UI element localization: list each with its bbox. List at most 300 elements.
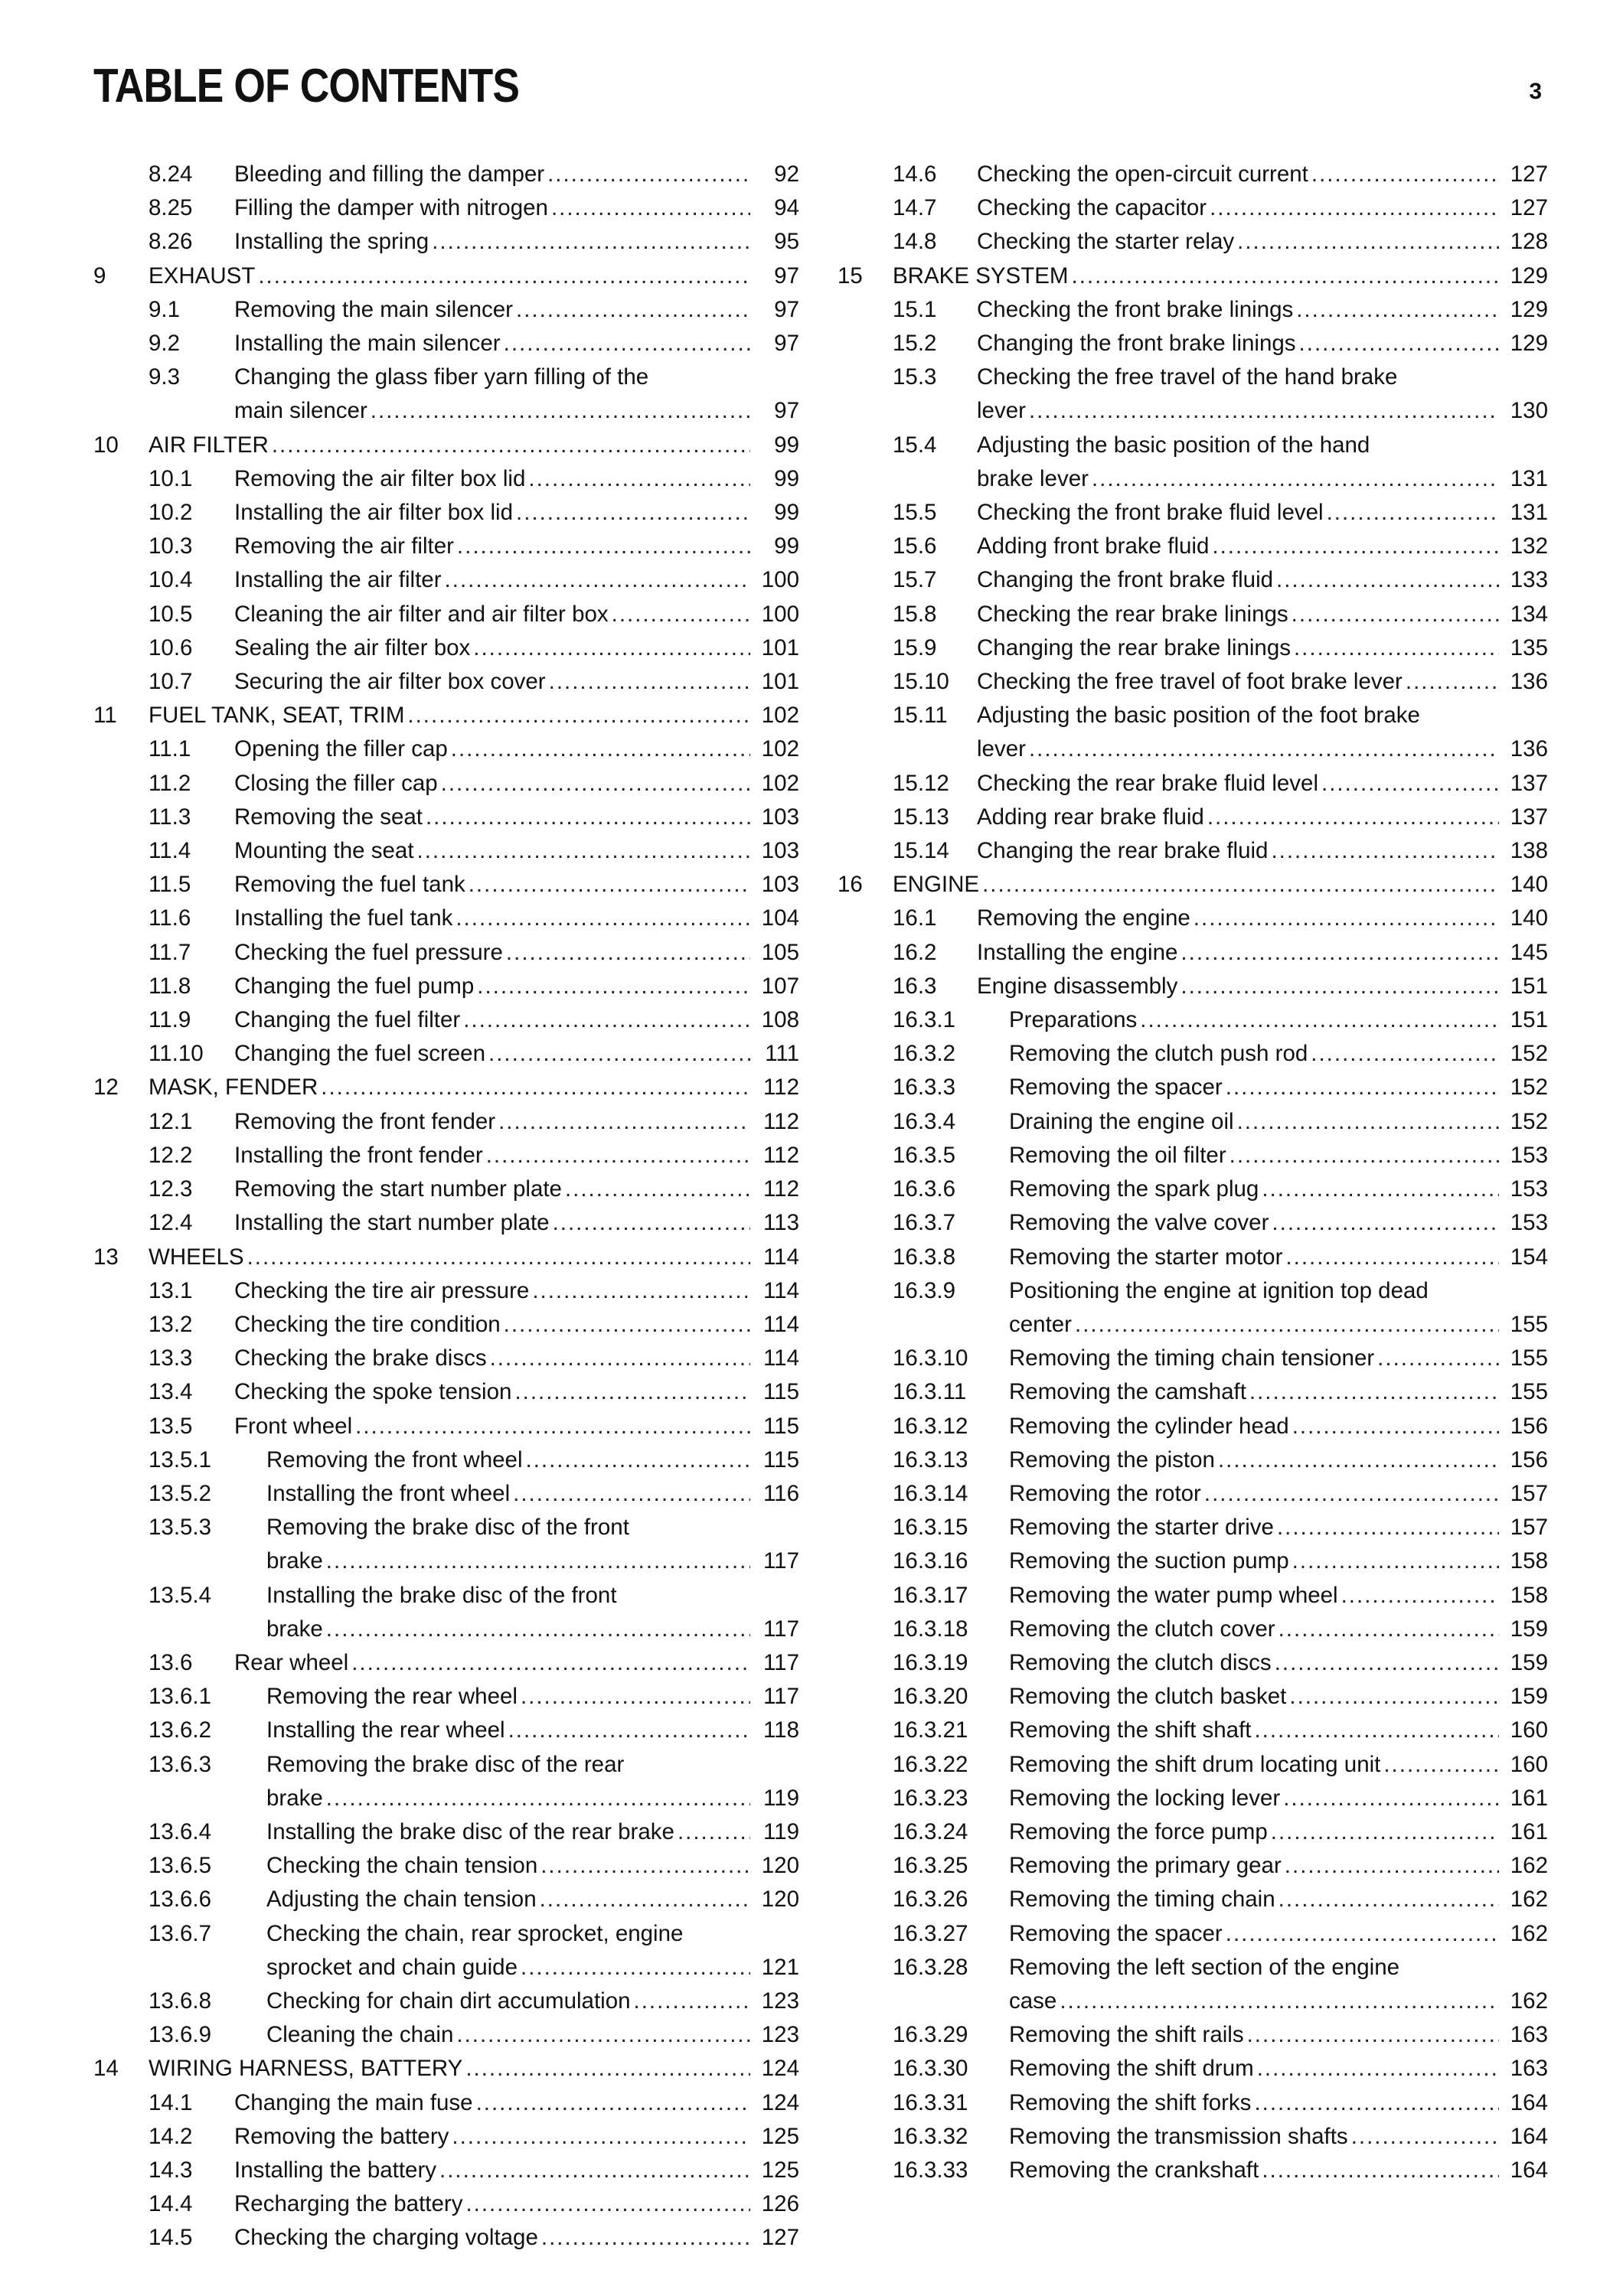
toc-entry-number: 9.1 [149,296,181,322]
toc-entry[interactable] [838,1883,1548,1916]
toc-entry-page: 159 [1510,1649,1548,1675]
toc-entry[interactable] [838,530,1548,563]
toc-entry-number: 16.3.31 [893,2089,968,2115]
toc-entry-line [234,936,799,970]
toc-entry[interactable] [838,191,1548,225]
page-number: 3 [1529,79,1542,104]
toc-entry[interactable] [93,1241,799,1274]
toc-entry-page: 95 [774,229,799,255]
toc-entry-page: 124 [761,2089,799,2115]
toc-entry[interactable] [93,259,799,293]
toc-entry[interactable] [93,2018,799,2052]
toc-entry-page: 162 [1510,1920,1548,1946]
toc-entry[interactable] [93,530,799,563]
toc-entry-title: Changing the rear brake linings [977,634,1291,660]
toc-entry-number: 9 [93,263,106,289]
toc-entry-title: Removing the air filter [234,533,454,559]
toc-entry-body [1009,1477,1548,1511]
toc-entry[interactable] [93,665,799,699]
toc-entry[interactable] [838,1139,1548,1172]
toc-entry[interactable] [93,1172,799,1206]
toc-entry-page: 154 [1510,1244,1548,1270]
toc-entry[interactable] [838,1071,1548,1104]
dot-leader [1140,1003,1499,1037]
toc-entry[interactable] [838,1511,1548,1544]
toc-entry[interactable] [93,732,799,766]
toc-entry-number: 16.3.24 [893,1818,968,1844]
toc-entry[interactable] [93,1849,799,1883]
toc-entry[interactable] [838,1342,1548,1375]
toc-entry[interactable] [838,1917,1548,1951]
toc-entry-number: 16.3.6 [893,1176,956,1202]
toc-entry[interactable] [93,1917,799,1985]
toc-entry-page: 164 [1510,2089,1548,2115]
toc-entry-title: Checking the capacitor [977,195,1207,221]
toc-entry[interactable] [93,1410,799,1443]
toc-entry[interactable] [838,1680,1548,1714]
toc-entry-body [1009,1680,1548,1714]
toc-entry[interactable] [93,1883,799,1916]
toc-entry[interactable] [93,2187,799,2221]
dot-leader [1277,1511,1499,1544]
toc-entry-number: 15.5 [893,500,937,526]
toc-entry[interactable] [838,767,1548,801]
toc-entry[interactable] [838,225,1548,259]
toc-entry-number: 14.6 [893,161,937,187]
toc-entry-line [266,1544,799,1578]
toc-entry-body [149,699,799,732]
toc-entry[interactable] [838,902,1548,935]
toc-entry-number: 13.6.5 [149,1853,212,1879]
toc-entry[interactable] [838,158,1548,191]
toc-entry[interactable] [838,868,1548,902]
toc-entry-title: Checking the rear brake linings [977,601,1288,627]
toc-entry-number: 10.6 [149,634,193,660]
toc-entry-page: 153 [1510,1176,1548,1202]
toc-entry-body [977,158,1548,191]
toc-entry-title: Removing the starter motor [1009,1244,1283,1270]
toc-entry-title: ENGINE [893,872,980,898]
toc-entry-page: 119 [763,1785,799,1811]
toc-entry-body [234,2221,799,2255]
toc-entry-body [266,1985,799,2018]
toc-entry[interactable] [838,293,1548,327]
toc-entry[interactable] [838,1105,1548,1139]
toc-entry[interactable] [838,429,1548,496]
toc-entry[interactable] [838,699,1548,766]
dot-leader [469,868,750,902]
dot-leader [547,158,750,191]
toc-entry[interactable] [838,1241,1548,1274]
toc-entry[interactable] [838,496,1548,530]
toc-entry[interactable] [838,1579,1548,1613]
toc-entry-line [234,1172,799,1206]
toc-entry-line [234,834,799,868]
toc-entry[interactable] [93,1105,799,1139]
dot-leader [355,1410,750,1443]
toc-entry-title: Removing the primary gear [1009,1853,1282,1879]
toc-entry[interactable] [93,1037,799,1071]
toc-entry[interactable] [93,1139,799,1172]
toc-entry-body [234,1410,799,1443]
toc-entry[interactable] [838,1849,1548,1883]
dot-leader [1327,496,1499,530]
dot-leader [1226,1917,1499,1951]
toc-entry-body [893,259,1548,293]
toc-entry-line [977,293,1548,327]
toc-entry[interactable] [93,429,799,462]
toc-entry-line [893,259,1548,293]
toc-entry[interactable] [838,834,1548,868]
toc-entry[interactable] [93,1646,799,1680]
toc-entry-title: Checking the front brake fluid level [977,500,1324,526]
toc-entry-number: 16.3.25 [893,1853,968,1879]
toc-entry-page: 137 [1510,804,1548,830]
toc-entry[interactable] [838,1748,1548,1782]
toc-entry[interactable] [93,2221,799,2255]
toc-entry-title: Mounting the seat [234,838,414,864]
toc-entry-title: main silencer [234,398,367,424]
toc-entry-body [234,1274,799,1308]
toc-entry[interactable] [93,1308,799,1342]
toc-entry-page: 99 [774,465,799,491]
toc-entry-title: Removing the crankshaft [1009,2157,1259,2183]
toc-entry-title: AIR FILTER [149,432,269,458]
dot-leader [441,767,750,801]
toc-entry[interactable] [93,360,799,428]
toc-entry[interactable] [93,1206,799,1240]
toc-entry-title: Removing the clutch basket [1009,1684,1287,1710]
toc-entry[interactable] [93,767,799,801]
toc-entry-number: 16.3.7 [893,1210,956,1236]
dot-leader [477,970,750,1003]
toc-entry[interactable] [838,598,1548,631]
toc-entry[interactable] [838,1544,1548,1578]
toc-entry-body [234,158,799,191]
toc-entry-number: 10.1 [149,465,193,491]
toc-entry-body [234,1206,799,1240]
dot-leader [1072,259,1499,293]
toc-entry-title: Checking the rear brake fluid level [977,770,1319,796]
toc-entry[interactable] [93,1071,799,1104]
toc-entry-page: 125 [761,2123,799,2149]
toc-entry[interactable] [838,936,1548,970]
toc-entry[interactable] [93,801,799,834]
toc-entry-number: 15.13 [893,804,949,830]
toc-entry-title: Removing the battery [234,2123,449,2149]
toc-entry[interactable] [93,225,799,259]
toc-right-column [838,158,1548,2187]
toc-entry-number: 9.2 [149,331,181,357]
toc-entry[interactable] [93,2154,799,2187]
toc-entry-number: 14 [93,2056,119,2082]
toc-entry-title: Checking the brake discs [234,1345,487,1371]
toc-entry-page: 102 [761,770,799,796]
toc-entry-number: 16.3.30 [893,2056,968,2082]
toc-entry[interactable] [93,1511,799,1578]
toc-entry-line [234,530,799,563]
toc-entry-title: brake [266,1616,323,1642]
toc-entry[interactable] [838,1646,1548,1680]
dot-leader [1254,2086,1499,2120]
toc-entry-number: 8.25 [149,195,193,221]
dot-leader [1275,1646,1499,1680]
toc-entry-title: Removing the start number plate [234,1176,562,1202]
toc-entry-line [234,1003,799,1037]
toc-entry-line [1009,1883,1548,1916]
toc-entry-body [977,225,1548,259]
toc-entry-body [266,1477,799,1511]
toc-entry[interactable] [838,1815,1548,1849]
toc-entry-title: Checking for chain dirt accumulation [266,1988,631,2014]
toc-entry-body [266,1883,799,1916]
toc-entry-body [234,496,799,530]
toc-entry-line [1009,1917,1548,1951]
toc-entry-line [234,496,799,530]
toc-entry[interactable] [93,1477,799,1511]
toc-entry[interactable] [93,1274,799,1308]
toc-entry[interactable] [93,327,799,360]
dot-leader [516,293,750,327]
toc-entry-page: 114 [763,1311,799,1337]
toc-entry-number: 15.3 [893,364,937,390]
dot-leader [549,665,750,699]
toc-entry[interactable] [93,598,799,631]
dot-leader [1299,327,1499,360]
toc-entry[interactable] [93,293,799,327]
toc-entry-body [1009,2086,1548,2120]
toc-entry[interactable] [93,1714,799,1747]
toc-entry-title: Removing the piston [1009,1446,1215,1473]
toc-entry-line [234,1206,799,1240]
dot-leader [1207,801,1499,834]
toc-entry-page: 103 [761,804,799,830]
toc-entry[interactable] [838,1782,1548,1815]
toc-entry[interactable] [93,2086,799,2120]
toc-entry[interactable] [93,936,799,970]
dot-leader [1278,1883,1499,1916]
toc-entry[interactable] [93,1443,799,1477]
toc-entry-number: 14.8 [893,229,937,255]
toc-entry[interactable] [93,902,799,935]
toc-entry[interactable] [93,2052,799,2086]
toc-entry-page: 159 [1510,1684,1548,1710]
dot-leader [1210,191,1499,225]
toc-entry[interactable] [838,1477,1548,1511]
toc-entry[interactable] [93,563,799,597]
toc-entry[interactable] [838,2052,1548,2086]
toc-entry-number: 16.3.23 [893,1785,968,1811]
toc-entry-title-line: Positioning the engine at ignition top dead [1009,1277,1429,1303]
toc-entry-line [1009,1241,1548,1274]
toc-entry-line [234,1410,799,1443]
toc-entry-page: 155 [1510,1379,1548,1405]
toc-entry[interactable] [838,1375,1548,1409]
toc-entry-body [234,2154,799,2187]
toc-entry-title: Closing the filler cap [234,770,438,796]
toc-entry-body [149,2052,799,2086]
toc-entry[interactable] [93,191,799,225]
toc-entry-body [149,429,799,462]
toc-entry-line [234,225,799,259]
toc-entry-body [234,732,799,766]
toc-entry-body [1009,1748,1548,1782]
toc-entry[interactable] [838,1003,1548,1037]
toc-entry[interactable] [838,259,1548,293]
toc-entry-title: Checking the fuel pressure [234,939,503,965]
toc-entry-number: 11.2 [149,770,191,796]
toc-entry-page: 131 [1510,465,1548,491]
toc-entry-number: 13.2 [149,1311,193,1337]
toc-entry[interactable] [93,834,799,868]
toc-entry-page: 101 [761,669,799,695]
toc-entry-number: 14.7 [893,195,937,221]
toc-entry-title: lever [977,736,1026,762]
toc-entry-number: 11.6 [149,905,191,931]
toc-entry[interactable] [838,2086,1548,2120]
toc-entry-title: Checking the open-circuit current [977,161,1308,187]
toc-entry-title: Removing the shift drum [1009,2056,1254,2082]
toc-entry-line [977,327,1548,360]
toc-entry-line [234,767,799,801]
toc-entry-number: 16.3.12 [893,1413,968,1439]
toc-entry-body [977,665,1548,699]
toc-entry[interactable] [93,2120,799,2154]
toc-entry-title: Removing the camshaft [1009,1379,1246,1405]
toc-entry[interactable] [838,2018,1548,2052]
toc-entry-body [266,1714,799,1747]
toc-entry[interactable] [93,158,799,191]
dot-leader [540,1849,750,1883]
toc-entry-body [234,462,799,496]
toc-entry-page: 140 [1510,872,1548,898]
toc-entry-line [149,429,799,462]
toc-entry-title: Installing the front wheel [266,1480,511,1506]
toc-entry[interactable] [93,1985,799,2018]
toc-entry-title: Changing the fuel screen [234,1041,486,1067]
toc-entry-number: 13.5.3 [149,1515,212,1541]
toc-entry[interactable] [838,1206,1548,1240]
toc-entry[interactable] [838,563,1548,597]
toc-entry-number: 16.3.9 [893,1277,956,1303]
toc-entry[interactable] [93,1342,799,1375]
toc-entry-number: 15.7 [893,567,937,593]
toc-entry-title: Adding front brake fluid [977,533,1210,559]
toc-entry-number: 16.3.26 [893,1887,968,1913]
toc-entry[interactable] [93,1375,799,1409]
toc-entry[interactable] [93,1815,799,1849]
toc-entry-number: 15.14 [893,838,949,864]
toc-entry[interactable] [93,1003,799,1037]
toc-entry[interactable] [838,1274,1548,1342]
toc-entry[interactable] [838,1613,1548,1646]
toc-entry[interactable] [838,970,1548,1003]
toc-entry-number: 11.7 [149,939,191,965]
toc-entry-line [266,1849,799,1883]
toc-entry[interactable] [838,2154,1548,2187]
dot-leader [1249,1375,1499,1409]
toc-entry[interactable] [93,496,799,530]
toc-entry[interactable] [838,1714,1548,1747]
toc-entry-page: 157 [1510,1515,1548,1541]
toc-entry[interactable] [93,699,799,732]
toc-entry[interactable] [838,1037,1548,1071]
toc-entry[interactable] [838,1951,1548,2018]
toc-entry-title-line: Removing the left section of the engine [1009,1954,1400,1980]
toc-entry-page: 140 [1510,905,1548,931]
dot-leader [540,1883,750,1916]
toc-entry-line [266,1951,799,1985]
toc-entry[interactable] [838,801,1548,834]
toc-entry-page: 123 [761,2022,799,2048]
toc-entry-title-line: Checking the free travel of the hand brake [977,364,1398,390]
toc-entry-page: 92 [774,161,799,187]
toc-entry-line [1009,1714,1548,1747]
dot-leader [451,732,750,766]
toc-entry-line [234,394,799,428]
toc-entry-title: Removing the shift rails [1009,2022,1244,2048]
toc-entry-page: 103 [761,872,799,898]
toc-entry[interactable] [838,1172,1548,1206]
dot-leader [326,1782,750,1815]
toc-entry-number: 11.4 [149,838,191,864]
toc-entry-title: Removing the spacer [1009,1920,1223,1946]
toc-entry-body [234,2120,799,2154]
dot-leader [439,2154,750,2187]
toc-entry-title: Installing the fuel tank [234,905,453,931]
dot-leader [1289,1680,1499,1714]
toc-entry[interactable] [838,360,1548,428]
toc-entry-title: Installing the front fender [234,1142,483,1168]
toc-entry-title: Removing the front fender [234,1108,496,1134]
toc-entry-title: WIRING HARNESS, BATTERY [149,2056,463,2082]
toc-entry-title: Removing the air filter box lid [234,465,526,491]
toc-entry-title: Removing the suction pump [1009,1548,1289,1574]
toc-entry-page: 145 [1510,939,1548,965]
toc-entry[interactable] [838,1443,1548,1477]
toc-entry-title-line: Changing the glass fiber yarn filling of the [234,364,649,390]
toc-entry[interactable] [838,2120,1548,2154]
toc-entry-number: 14.2 [149,2123,193,2149]
dot-leader [532,1274,750,1308]
toc-entry-title: Removing the valve cover [1009,1210,1269,1236]
toc-entry[interactable] [838,665,1548,699]
toc-entry-title-line: Adjusting the basic position of the foot brake [977,703,1420,729]
toc-entry[interactable] [93,970,799,1003]
toc-entry-page: 102 [761,703,799,729]
toc-entry[interactable] [93,631,799,665]
toc-entry-page: 115 [763,1379,799,1405]
dot-leader [521,1951,750,1985]
toc-entry-number: 16 [838,872,863,898]
toc-entry[interactable] [93,868,799,902]
toc-entry[interactable] [838,327,1548,360]
toc-entry[interactable] [93,1680,799,1714]
toc-entry[interactable] [838,631,1548,665]
toc-entry[interactable] [93,1748,799,1815]
toc-entry-number: 13.6.1 [149,1684,212,1710]
toc-entry[interactable] [93,462,799,496]
toc-entry-line [977,801,1548,834]
dot-leader [258,259,750,293]
toc-entry-number: 10.4 [149,567,193,593]
toc-entry[interactable] [838,1410,1548,1443]
toc-entry-body [977,563,1548,597]
toc-entry-page: 162 [1510,1887,1548,1913]
toc-entry[interactable] [93,1579,799,1646]
toc-entry-line [234,1139,799,1172]
toc-entry-number: 12 [93,1075,119,1101]
